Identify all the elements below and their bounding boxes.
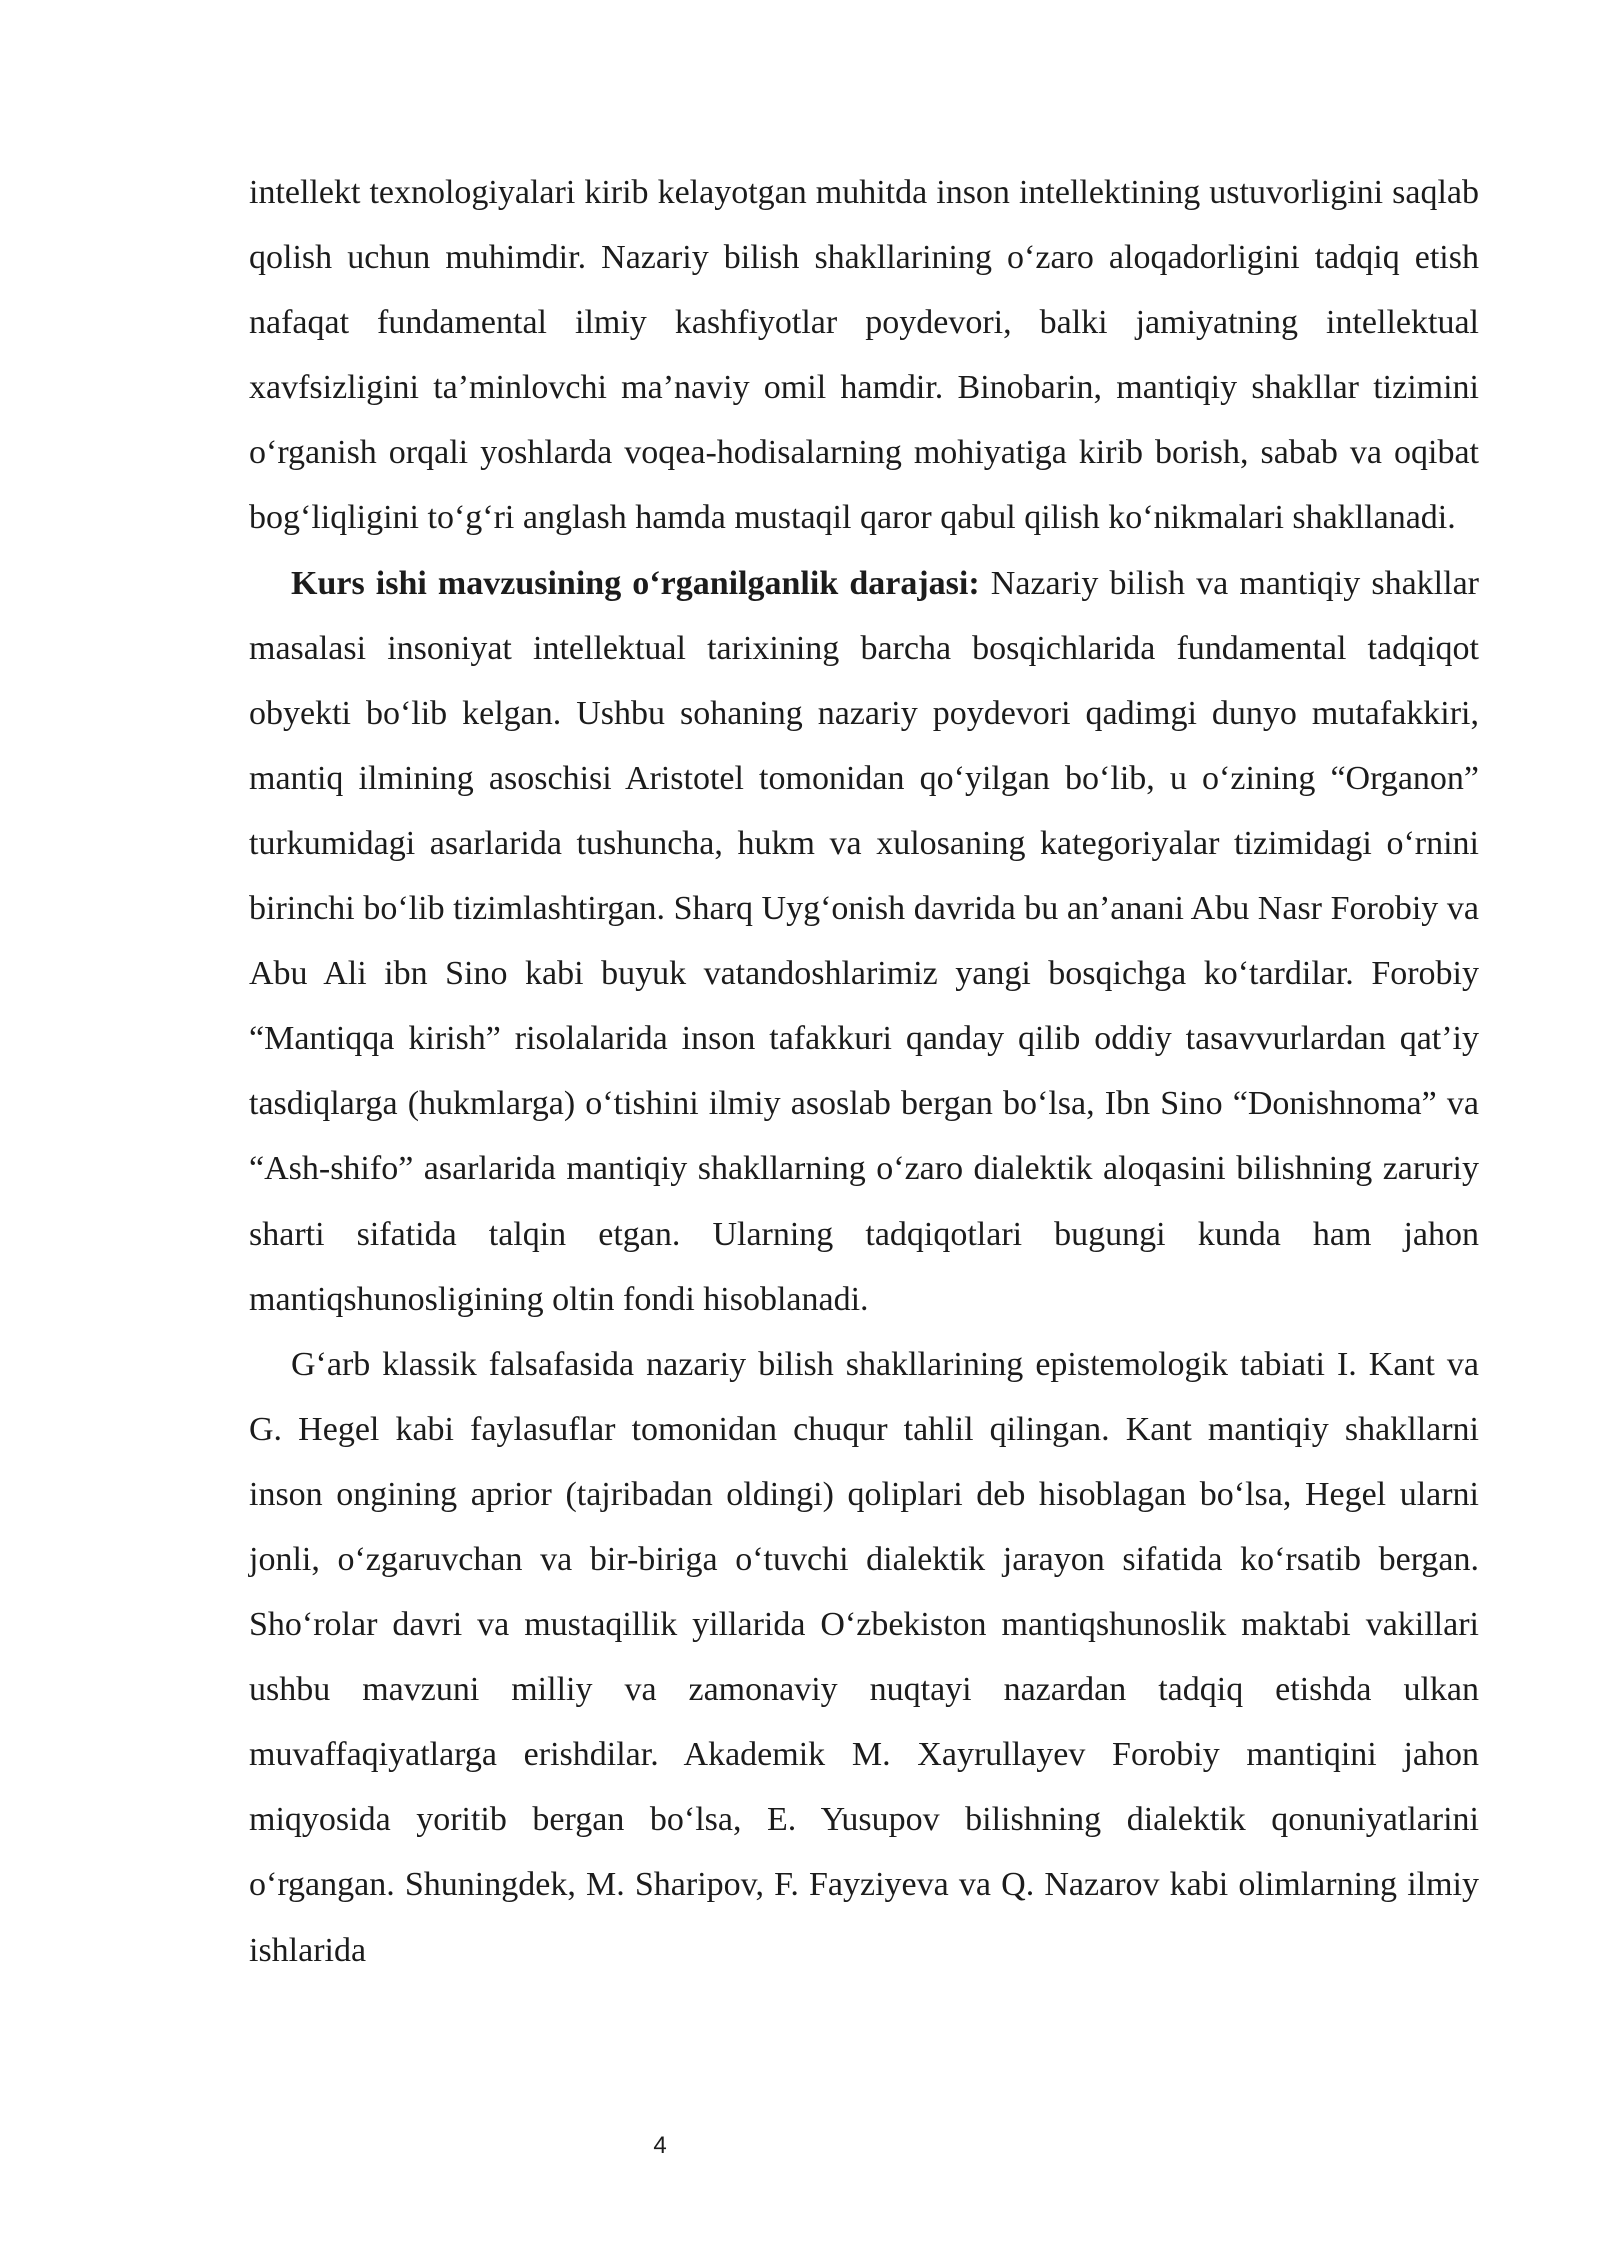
- paragraph-western-philosophy: G‘arb klassik falsafasida nazariy bilish shakllarining epistemologik tabiati I. Kant va G. Hegel kabi faylasuflar tomonidan chuqur tahlil qilingan. Kant mantiqiy shakllarni inson ongining aprior (tajribadan oldingi) qoliplari deb hisoblagan bo‘lsa, Hegel ularni jonli, o‘zgaruvchan va bir-biriga o‘tuvchi dialektik jarayon sifatida ko‘rsatib bergan. Sho‘rolar davri va mustaqillik yillarida O‘zbekiston mantiqshunoslik maktabi vakillari ushbu mavzuni milliy va zamonaviy nuqtayi nazardan tadqiq etishda ulkan muvaffaqiyatlarga erishdilar. Akademik M. Xayrullayev Forobiy mantiqini jahon miqyosida yoritib bergan bo‘lsa, E. Yusupov bilishning dialektik qonuniyatlarini o‘rgangan. Shuningdek, M. Sharipov, F. Fayziyeva va Q. Nazarov kabi olimlarning ilmiy ishlarida: [249, 1345, 1479, 1969]
- paragraph-continued: intellekt texnologiyalari kirib kelayotgan muhitda inson intellektining ustuvorligini saqlab qolish uchun muhimdir. Nazariy bilish shakllarining o‘zaro aloqadorligini tadqiq etish nafaqat fundamental ilmiy kashfiyotlar poydevori, balki jamiyatning intellektual xavfsizligini ta’minlovchi ma’naviy omil hamdir. Binobarin, mantiqiy shakllar tizimini o‘rganish orqali yoshlarda voqea-hodisalarning mohiyatiga kirib borish, sabab va oqibat bog‘liqligini to‘g‘ri anglash hamda mustaqil qaror qabul qilish ko‘nikmalari shakllanadi.: [249, 174, 1479, 537]
- body-text: [249, 160, 1479, 1983]
- paragraph-body: Nazariy bilish va mantiqiy shakllar masalasi insoniyat intellektual tarixining barcha bosqichlarida fundamental tadqiqot obyekti bo‘lib kelgan. Ushbu sohaning nazariy poydevori qadimgi dunyo mutafakkiri, mantiq ilmining asoschisi Aristotel tomonidan qo‘yilgan bo‘lib, u o‘zining “Organon” turkumidagi asarlarida tushuncha, hukm va xulosaning kategoriyalar tizimidagi o‘rnini birinchi bo‘lib tizimlashtirgan. Sharq Uyg‘onish davrida bu an’anani Abu Nasr Forobiy va Abu Ali ibn Sino kabi buyuk vatandoshlarimiz yangi bosqichga ko‘tardilar. Forobiy “Mantiqqa kirish” risolalarida inson tafakkuri qanday qilib oddiy tasavvurlardan qat’iy tasdiqlarga (hukmlarga) o‘tishini ilmiy asoslab bergan bo‘lsa, Ibn Sino “Donishnoma” va “Ash-shifo” asarlarida mantiqiy shakllarning o‘zaro dialektik aloqasini bilishning zaruriy sharti sifatida talqin etgan. Ularning tadqiqotlari bugungi kunda ham jahon mantiqshunosligining oltin fondi hisoblanadi.: [249, 564, 1479, 1318]
- paragraph-heading: Kurs ishi mavzusining o‘rganilganlik darajasi:: [291, 564, 980, 602]
- paragraph-study-level: [249, 551, 1479, 1332]
- page-number: 4: [653, 2132, 667, 2159]
